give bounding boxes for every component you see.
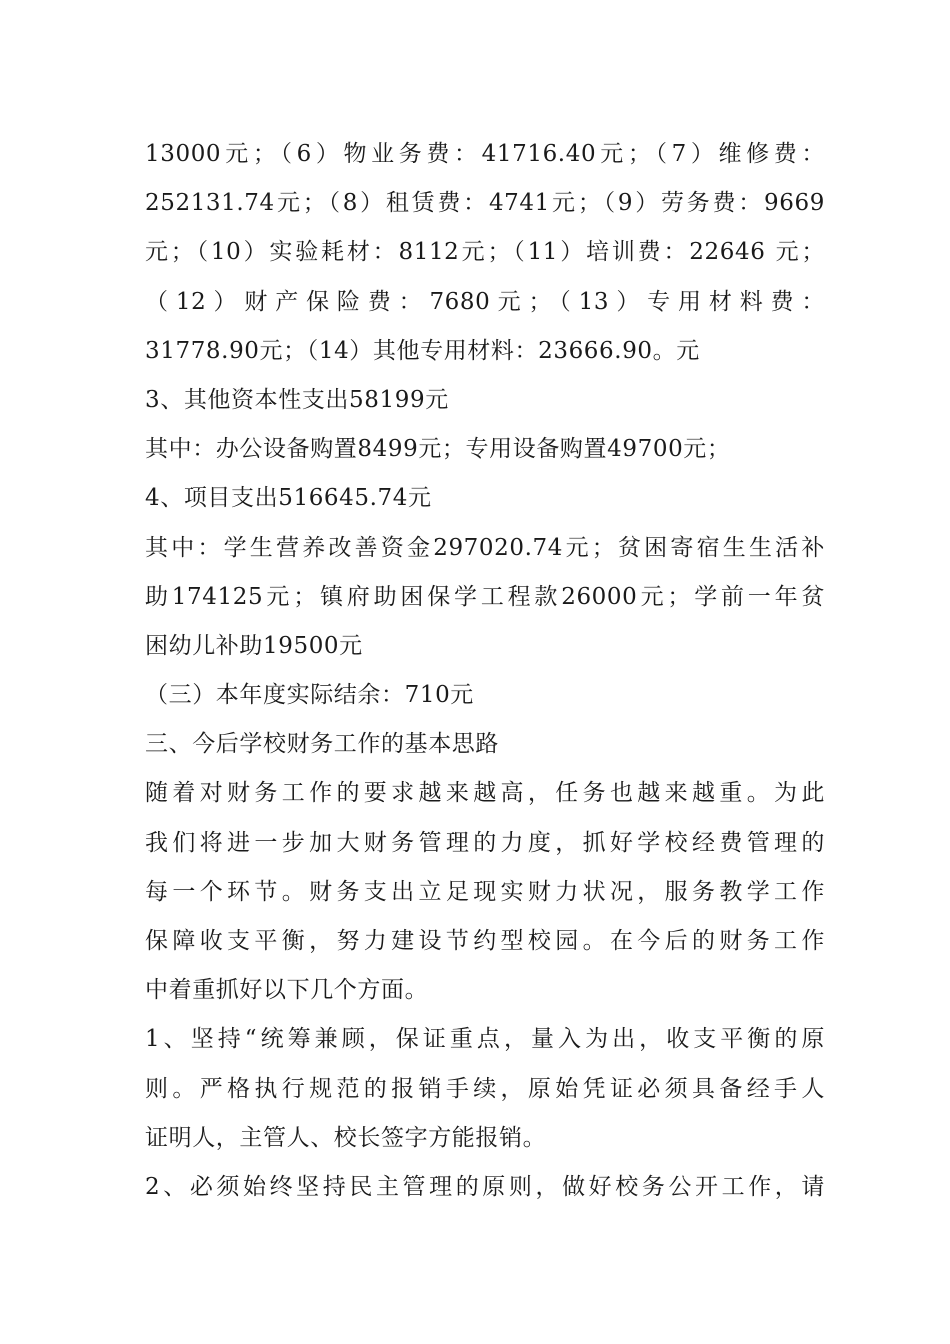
- text-line: 证明人，主管人、校长签字方能报销。: [145, 1124, 547, 1151]
- section-heading: （三）本年度实际结余：710元: [145, 682, 474, 709]
- text-line: 13000元；（6）物业务费：41716.40元；（7）维修费：: [145, 141, 825, 167]
- text-line: 元；（10）实验耗材：8112元；（11）培训费：22646 元；: [145, 239, 825, 266]
- text-line: 每一个环节。财务支出立足现实财力状况，服务教学工作: [145, 878, 825, 905]
- text-line: 252131.74元；（8）租赁费：4741元；（9）劳务费：9669: [145, 190, 825, 217]
- section-heading: 4、项目支出516645.74元: [145, 485, 432, 512]
- text-line: 困幼儿补助19500元: [145, 632, 363, 659]
- section-heading: 3、其他资本性支出58199元: [145, 386, 449, 413]
- text-line: 31778.90元；（14）其他专用材料：23666.90。元: [145, 337, 700, 364]
- document-body: [145, 130, 825, 1212]
- text-line: 其中：办公设备购置8499元；专用设备购置49700元；: [145, 436, 731, 463]
- text-line: 1、坚持“统筹兼顾，保证重点，量入为出，收支平衡的原: [145, 1026, 825, 1053]
- text-line: 我们将进一步加大财务管理的力度，抓好学校经费管理的: [145, 829, 825, 856]
- text-line: 其中：学生营养改善资金297020.74元；贫困寄宿生生活补: [145, 534, 825, 561]
- text-line: 则。严格执行规范的报销手续，原始凭证必须具备经手人: [145, 1075, 825, 1102]
- text-line: 保障收支平衡，努力建设节约型校园。在今后的财务工作: [145, 928, 825, 954]
- section-heading: 三、今后学校财务工作的基本思路: [145, 731, 499, 758]
- text-line: 2、必须始终坚持民主管理的原则，做好校务公开工作，请: [145, 1173, 825, 1200]
- text-line: 中着重抓好以下几个方面。: [145, 977, 429, 1004]
- text-line: （12）财产保险费：7680元；（13）专用材料费：: [145, 288, 825, 315]
- text-line: 助174125元；镇府助困保学工程款26000元；学前一年贫: [145, 583, 825, 610]
- text-line: 随着对财务工作的要求越来越高，任务也越来越重。为此: [145, 780, 825, 807]
